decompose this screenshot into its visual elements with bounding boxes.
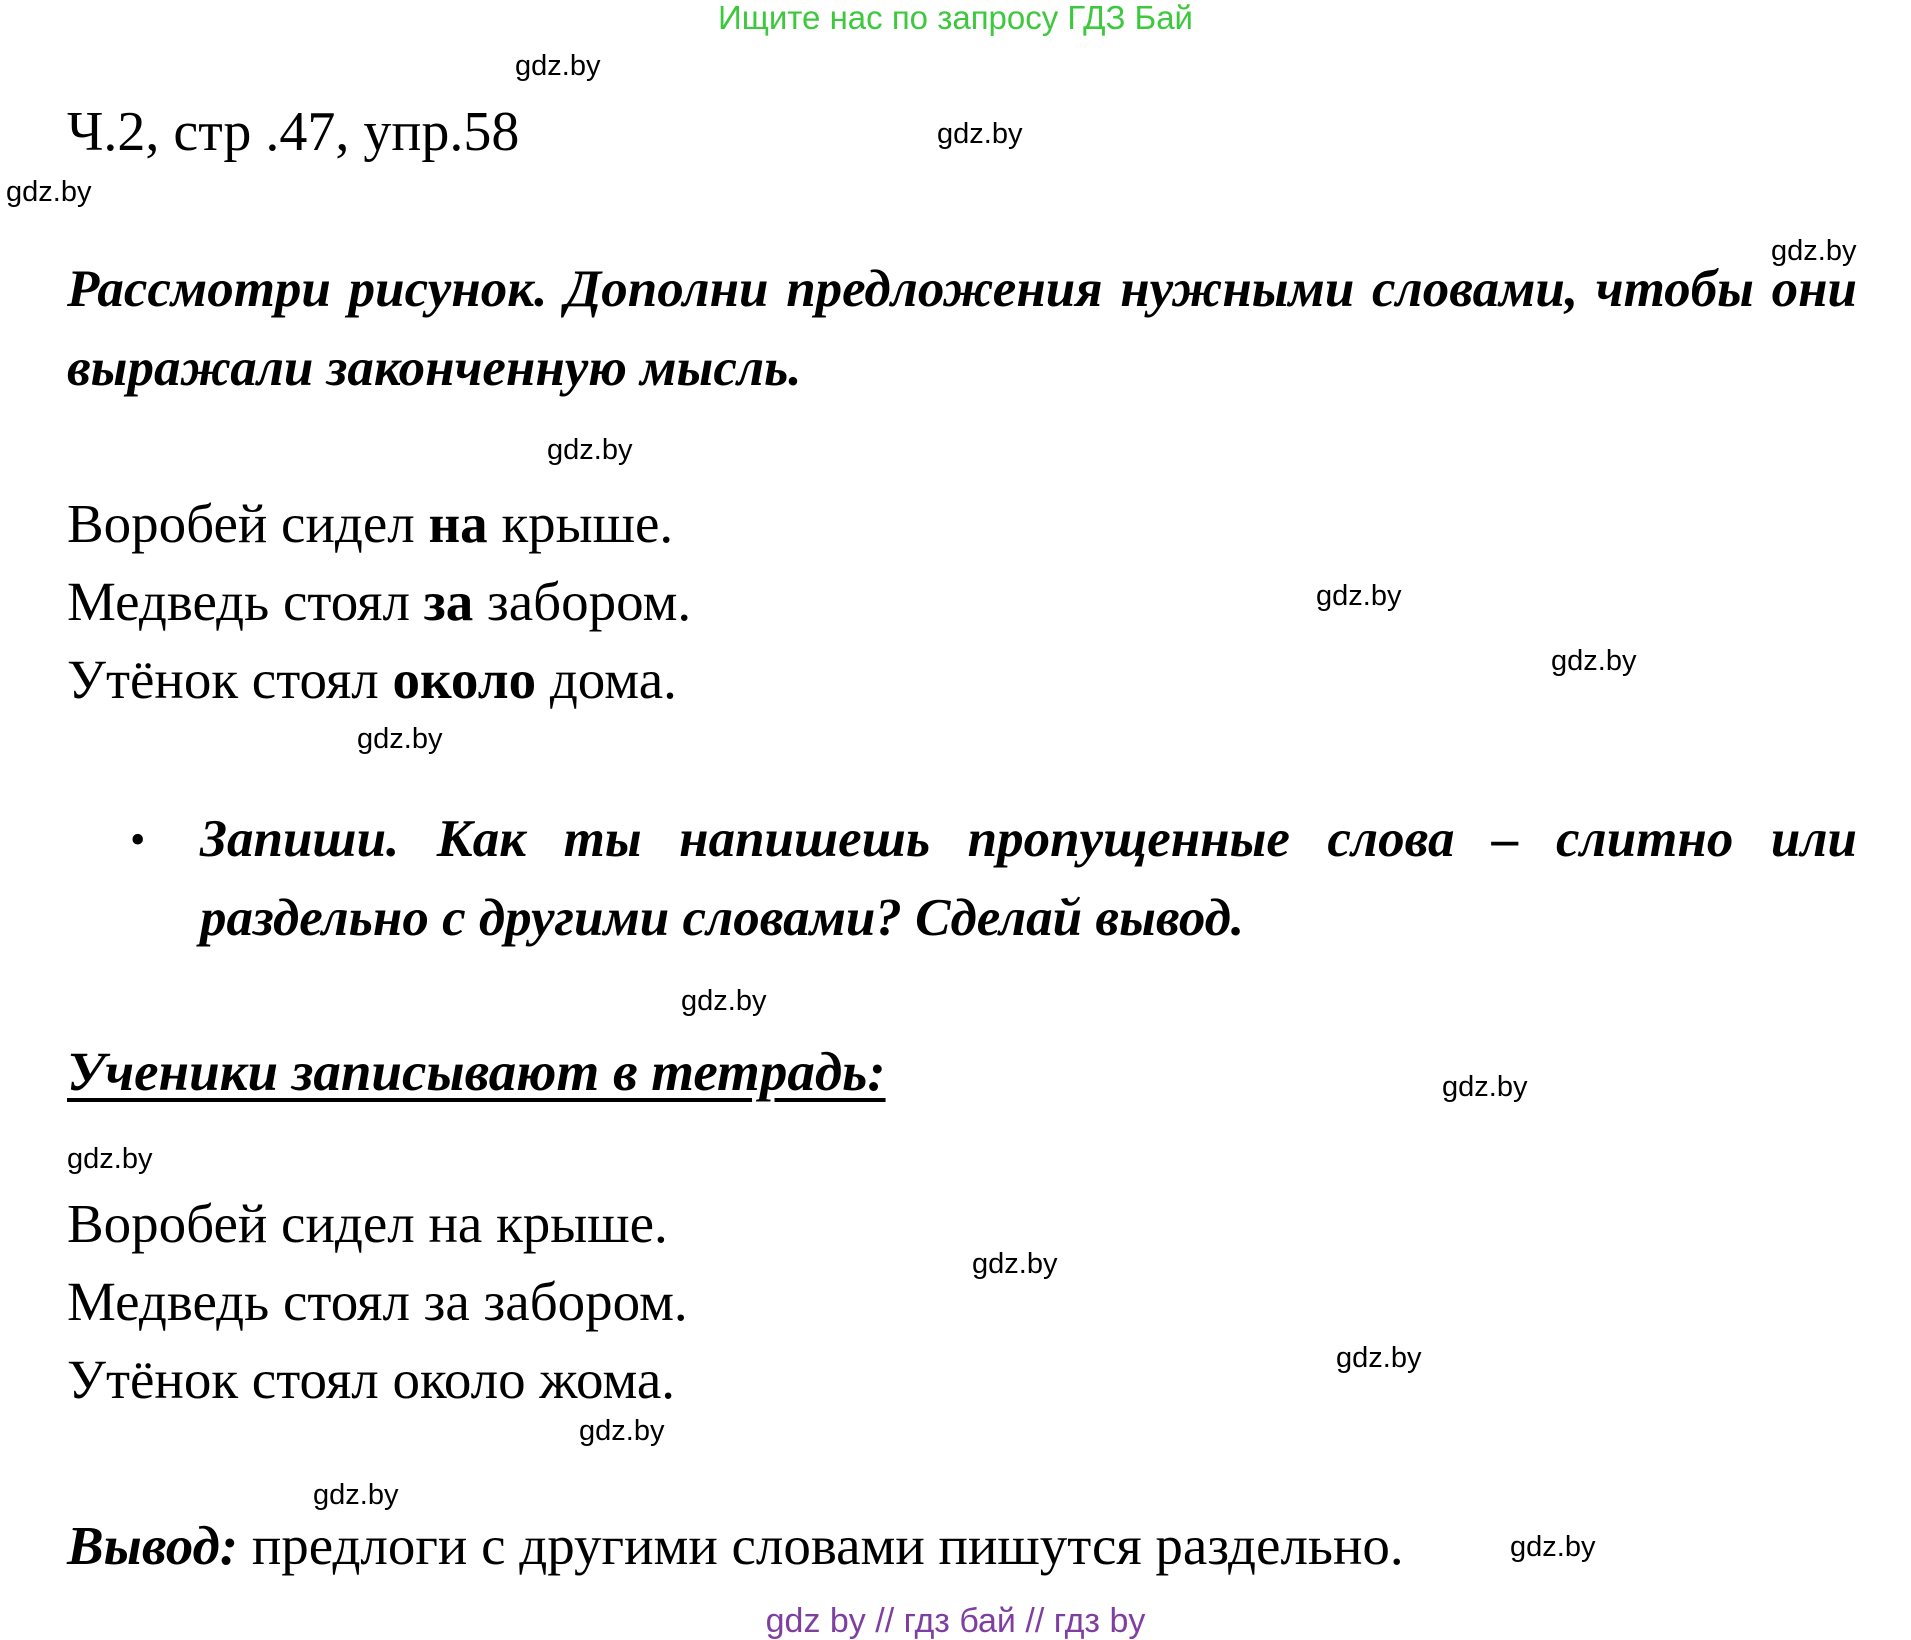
task-instruction-2: Запиши. Как ты напишешь пропущенные слова – слитно или раздельно с другими словами? Сделай вывод. (200, 810, 1857, 947)
conclusion-text: предлоги с другими словами пишутся раздельно. (238, 1515, 1404, 1576)
exercise-preposition: около (392, 649, 537, 710)
answer-line: Воробей сидел на крыше. (67, 1193, 668, 1254)
watermark: gdz.by (357, 723, 443, 755)
conclusion-label: Вывод: (67, 1515, 239, 1576)
watermark: gdz.by (972, 1248, 1058, 1280)
footer-watermark: gdz by // гдз бай // гдз by (765, 1602, 1146, 1640)
exercise-text: Утёнок стоял (67, 649, 393, 710)
watermark: gdz.by (1442, 1071, 1528, 1103)
watermark: gdz.by (1551, 645, 1637, 677)
task-instruction: Рассмотри рисунок. Дополни предложения нужными словами, чтобы они выражали законченную мысль. (67, 260, 1857, 397)
watermark: gdz.by (1771, 235, 1857, 267)
watermark: gdz.by (67, 1143, 153, 1175)
exercise-text: крыше. (487, 493, 674, 554)
exercise-preposition: на (428, 493, 488, 554)
watermark: gdz.by (515, 50, 601, 82)
exercise-line (67, 492, 673, 556)
watermark: gdz.by (6, 176, 92, 208)
exercise-preposition: за (423, 571, 474, 632)
page-heading: Ч.2, стр .47, упр.58 (67, 101, 520, 163)
exercise-text: забором. (473, 571, 692, 632)
watermark: gdz.by (313, 1479, 399, 1511)
search-banner: Ищите нас по запросу ГДЗ Бай (718, 0, 1193, 36)
watermark: gdz.by (579, 1415, 665, 1447)
answer-line: Утёнок стоял около жома. (67, 1349, 676, 1410)
watermark: gdz.by (1336, 1342, 1422, 1374)
watermark: gdz.by (681, 985, 767, 1017)
exercise-text: Медведь стоял (67, 571, 424, 632)
students-heading: Ученики записывают в тетрадь: (67, 1041, 886, 1102)
watermark: gdz.by (547, 434, 633, 466)
exercise-line (67, 648, 677, 712)
exercise-text: дома. (536, 649, 677, 710)
conclusion (67, 1512, 1404, 1580)
exercise-line (67, 570, 691, 634)
watermark: gdz.by (1316, 580, 1402, 612)
bullet: • (130, 815, 146, 864)
answer-line: Медведь стоял за забором. (67, 1271, 688, 1332)
exercise-text: Воробей сидел (67, 493, 429, 554)
watermark: gdz.by (1510, 1531, 1596, 1563)
watermark: gdz.by (937, 118, 1023, 150)
